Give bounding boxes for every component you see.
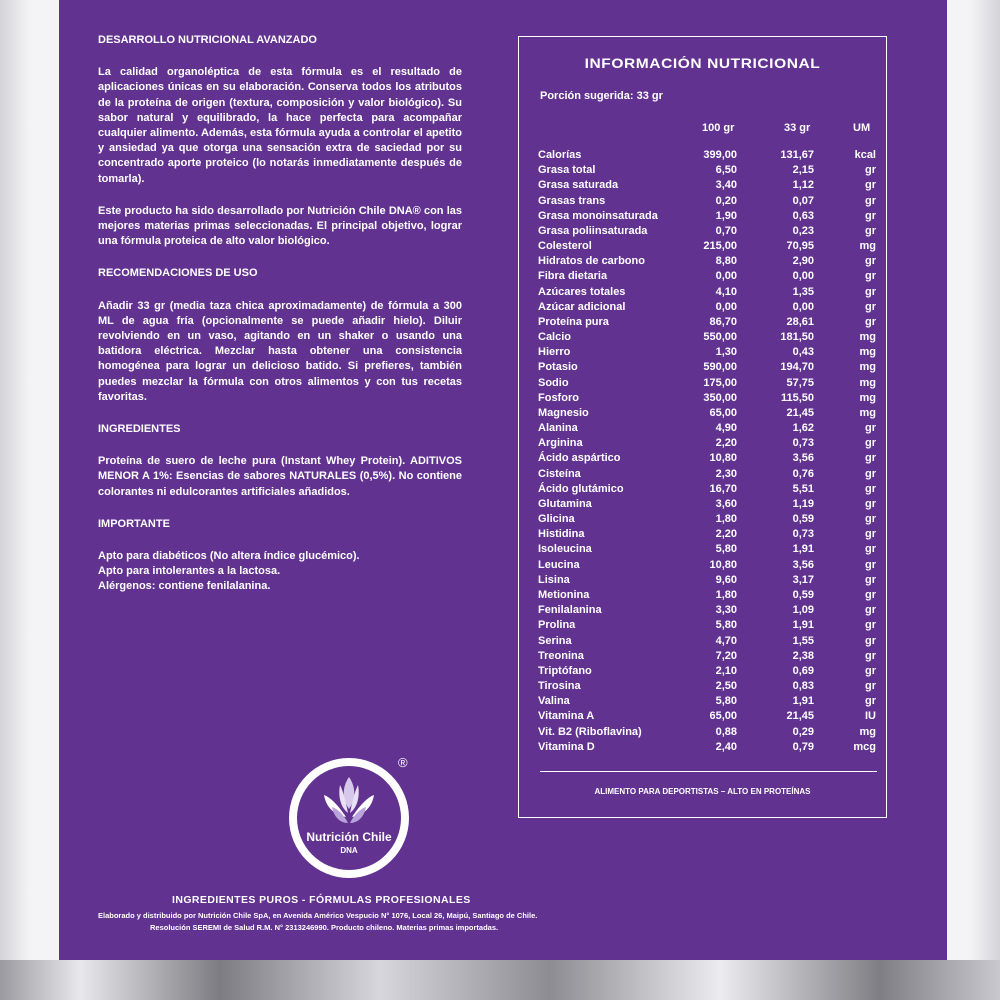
value-33g: 0,07 [792, 194, 814, 207]
table-row [538, 392, 880, 407]
brand-logo [286, 755, 412, 881]
nutrient-name: Fosforo [538, 391, 579, 404]
nutrient-name: Vitamina A [538, 710, 595, 723]
value-33g: 1,55 [792, 634, 814, 647]
table-divider [540, 771, 877, 772]
table-row [538, 543, 880, 558]
nutrient-name: Serina [538, 634, 572, 647]
ingredients-heading: INGREDIENTES [98, 423, 181, 436]
portion-size: Porción sugerida: 33 gr [540, 90, 663, 102]
unit: mg [859, 361, 876, 374]
nutrient-name: Grasa saturada [538, 179, 619, 192]
nutrient-name: Colesterol [538, 240, 592, 253]
unit: gr [865, 422, 876, 435]
brand-tagline: INGREDIENTES PUROS - FÓRMULAS PROFESIONALES [172, 895, 471, 906]
nutrient-name: Alanina [538, 422, 578, 435]
metallic-band [0, 960, 1000, 1000]
unit: gr [865, 513, 876, 526]
unit: gr [865, 588, 876, 601]
value-100g: 2,20 [715, 528, 737, 541]
value-100g: 4,90 [715, 422, 737, 435]
unit: mg [859, 725, 876, 738]
unit: gr [865, 255, 876, 268]
important-line-3: Alérgenos: contiene fenilalanina. [98, 580, 271, 593]
value-100g: 2,10 [715, 664, 737, 677]
nutrient-name: Fenilalanina [538, 604, 602, 617]
nutrition-table [518, 36, 887, 818]
value-33g: 0,69 [792, 664, 814, 677]
nutrient-name: Tirosina [538, 680, 581, 693]
nutrient-name: Arginina [538, 437, 583, 450]
table-row [538, 286, 880, 301]
table-row [538, 195, 880, 210]
nutrient-name: Vitamina D [538, 740, 595, 753]
unit: gr [865, 619, 876, 632]
table-row [538, 528, 880, 543]
nutrient-name: Azúcar adicional [538, 300, 626, 313]
brand-name: Nutrición Chile [306, 830, 392, 844]
header-unit: UM [853, 122, 871, 134]
unit: gr [865, 209, 876, 222]
credits-line-2: Resolución SEREMI de Salud R.M. N° 2313246990. Producto chileno. Materias primas importadas. [150, 923, 499, 932]
value-100g: 1,80 [715, 513, 737, 526]
value-100g: 1,30 [715, 346, 737, 359]
nutrient-name: Calorías [538, 149, 582, 161]
important-line-2: Apto para intolerantes a la lactosa. [98, 565, 281, 578]
nutrient-name: Grasa poliinsaturada [538, 224, 648, 237]
value-100g: 2,30 [715, 467, 737, 480]
unit: mg [859, 376, 876, 389]
table-footnote: ALIMENTO PARA DEPORTISTAS – ALTO EN PROTEÍNAS [594, 787, 811, 796]
unit: gr [865, 695, 876, 708]
value-100g: 65,00 [709, 406, 737, 419]
nutrient-name: Cisteína [538, 467, 581, 480]
value-33g: 57,75 [786, 376, 814, 389]
value-100g: 0,70 [715, 224, 737, 237]
table-row [538, 361, 880, 376]
value-100g: 86,70 [709, 315, 737, 328]
value-33g: 1,91 [792, 619, 814, 632]
unit: gr [865, 528, 876, 541]
table-row [538, 559, 880, 574]
unit: gr [865, 164, 876, 177]
nutrient-name: Hidratos de carbono [538, 255, 645, 268]
unit: gr [865, 558, 876, 571]
table-row [538, 741, 880, 756]
table-row [538, 574, 880, 589]
unit: gr [865, 497, 876, 510]
value-100g: 16,70 [709, 482, 737, 495]
unit: gr [865, 270, 876, 283]
nutrient-name: Histidina [538, 528, 585, 541]
value-33g: 21,45 [786, 406, 814, 419]
value-33g: 0,83 [792, 680, 814, 693]
value-100g: 590,00 [703, 361, 737, 374]
nutrient-name: Treonina [538, 649, 584, 662]
usage-heading: RECOMENDACIONES DE USO [98, 267, 258, 280]
nutrient-name: Fibra dietaria [538, 270, 608, 283]
value-33g: 1,35 [792, 285, 814, 298]
table-row [538, 210, 880, 225]
value-100g: 0,88 [715, 725, 737, 738]
unit: mg [859, 331, 876, 344]
value-33g: 3,17 [792, 573, 814, 586]
usage-text: Añadir 33 gr (media taza chica aproximadamente) de fórmula a 300 ML de agua fría (opcionalmente se puede añadir hielo). Diluir revolviendo en un vaso, agitando en un shaker o usando una batidora eléctrica. Mezclar hasta obtener una consistencia homogénea para lograr un delicioso batido. Si prefieres, también puedes mezclar la fórmula con otros alimentos y con tus recetas favoritas. [98, 299, 462, 403]
unit: gr [865, 649, 876, 662]
unit: gr [865, 194, 876, 207]
nutrient-name: Glutamina [538, 497, 592, 510]
nutrient-name: Hierro [538, 346, 571, 359]
value-100g: 5,80 [715, 695, 737, 708]
value-100g: 8,80 [715, 255, 737, 268]
value-100g: 3,60 [715, 497, 737, 510]
value-100g: 4,10 [715, 285, 737, 298]
table-row [538, 680, 880, 695]
important-heading: IMPORTANTE [98, 517, 170, 530]
value-100g: 3,30 [715, 604, 737, 617]
unit: gr [865, 224, 876, 237]
nutrient-name: Potasio [538, 361, 578, 374]
value-33g: 1,91 [792, 543, 814, 556]
value-33g: 1,12 [792, 179, 814, 192]
nutrient-name: Valina [538, 695, 570, 708]
nutrient-name: Glicina [538, 513, 575, 526]
table-row [538, 468, 880, 483]
nutrient-name: Metionina [538, 588, 590, 601]
nutrition-title: INFORMACIÓN NUTRICIONAL [584, 56, 821, 71]
unit: mg [859, 346, 876, 359]
nutrient-name: Grasa total [538, 164, 596, 177]
table-row [538, 331, 880, 346]
value-33g: 0,00 [792, 270, 814, 283]
important-line-1: Apto para diabéticos (No altera índice glucémico). [98, 550, 360, 563]
unit: gr [865, 680, 876, 693]
table-row [538, 407, 880, 422]
value-33g: 131,67 [780, 149, 814, 161]
value-33g: 70,95 [786, 240, 814, 253]
table-row [538, 604, 880, 619]
value-33g: 3,56 [792, 558, 814, 571]
table-row [538, 179, 880, 194]
unit: gr [865, 604, 876, 617]
unit: gr [865, 482, 876, 495]
value-100g: 5,80 [715, 619, 737, 632]
nutrient-name: Grasas trans [538, 194, 606, 207]
nutrient-name: Calcio [538, 331, 572, 344]
unit: kcal [854, 149, 876, 161]
value-100g: 0,00 [715, 300, 737, 313]
value-33g: 0,59 [792, 513, 814, 526]
value-33g: 181,50 [780, 331, 814, 344]
value-33g: 0,73 [792, 528, 814, 541]
table-row [538, 665, 880, 680]
value-33g: 28,61 [786, 315, 814, 328]
unit: IU [865, 710, 876, 723]
table-row [538, 726, 880, 741]
value-100g: 0,00 [715, 270, 737, 283]
value-33g: 0,59 [792, 588, 814, 601]
value-33g: 0,43 [792, 346, 814, 359]
value-100g: 2,50 [715, 680, 737, 693]
table-row [538, 619, 880, 634]
value-33g: 21,45 [786, 710, 814, 723]
nutrient-name: Ácido glutámico [538, 482, 624, 495]
value-33g: 0,76 [792, 467, 814, 480]
value-33g: 2,15 [792, 164, 814, 177]
value-33g: 2,38 [792, 649, 814, 662]
table-row [538, 346, 880, 361]
nutrient-name: Proteína pura [538, 315, 609, 328]
table-row [538, 650, 880, 665]
value-33g: 1,62 [792, 422, 814, 435]
unit: mg [859, 240, 876, 253]
left-column [98, 33, 462, 595]
value-33g: 3,56 [792, 452, 814, 465]
table-row [538, 695, 880, 710]
unit: gr [865, 285, 876, 298]
header-100g: 100 gr [702, 122, 735, 134]
unit: gr [865, 315, 876, 328]
table-row [538, 422, 880, 437]
brand-sub: DNA [340, 846, 358, 855]
value-100g: 6,50 [715, 164, 737, 177]
value-100g: 2,20 [715, 437, 737, 450]
table-row [538, 149, 880, 164]
value-100g: 10,80 [709, 452, 737, 465]
table-row [538, 270, 880, 285]
value-33g: 1,09 [792, 604, 814, 617]
credits-line-1: Elaborado y distribuido por Nutrición Chile SpA, en Avenida Américo Vespucio N° 1076, Local 26, Maipú, Santiago de Chile. [98, 911, 538, 920]
table-row [538, 437, 880, 452]
value-100g: 1,90 [715, 209, 737, 222]
unit: gr [865, 452, 876, 465]
nutrient-name: Vit. B2 (Riboflavina) [538, 725, 642, 738]
value-33g: 115,50 [780, 391, 814, 404]
unit: gr [865, 543, 876, 556]
nutrient-name: Prolina [538, 619, 576, 632]
nutrient-name: Magnesio [538, 406, 589, 419]
unit: gr [865, 467, 876, 480]
value-33g: 5,51 [792, 482, 814, 495]
value-33g: 1,91 [792, 695, 814, 708]
value-100g: 4,70 [715, 634, 737, 647]
description-paragraph-2: Este producto ha sido desarrollado por Nutrición Chile DNA® con las mejores materias primas seleccionadas. El principal objetivo, lograr una fórmula proteica de alto valor biológico. [98, 204, 462, 248]
nutrient-name: Lisina [538, 573, 570, 586]
nutrition-rows [538, 149, 880, 756]
value-100g: 550,00 [703, 331, 737, 344]
unit: gr [865, 179, 876, 192]
value-100g: 215,00 [703, 240, 737, 253]
value-100g: 3,40 [715, 179, 737, 192]
header-33g: 33 gr [784, 122, 811, 134]
unit: gr [865, 300, 876, 313]
value-100g: 175,00 [703, 376, 737, 389]
unit: gr [865, 573, 876, 586]
table-row [538, 452, 880, 467]
value-33g: 0,23 [792, 224, 814, 237]
unit: mcg [853, 740, 876, 753]
value-33g: 0,79 [792, 740, 814, 753]
unit: mg [859, 391, 876, 404]
table-row [538, 589, 880, 604]
table-row [538, 635, 880, 650]
table-row [538, 240, 880, 255]
value-33g: 2,90 [792, 255, 814, 268]
registered-mark: ® [398, 755, 408, 770]
value-33g: 0,29 [792, 725, 814, 738]
nutrient-name: Triptófano [538, 664, 592, 677]
value-33g: 0,73 [792, 437, 814, 450]
value-100g: 1,80 [715, 588, 737, 601]
value-100g: 399,00 [703, 149, 737, 161]
value-100g: 10,80 [709, 558, 737, 571]
table-row [538, 164, 880, 179]
nutrient-name: Ácido aspártico [538, 452, 621, 465]
value-100g: 65,00 [709, 710, 737, 723]
value-100g: 7,20 [715, 649, 737, 662]
nutrient-name: Leucina [538, 558, 580, 571]
value-100g: 2,40 [715, 740, 737, 753]
nutrient-name: Grasa monoinsaturada [538, 209, 658, 222]
table-row [538, 255, 880, 270]
value-100g: 5,80 [715, 543, 737, 556]
value-33g: 194,70 [780, 361, 814, 374]
table-row [538, 225, 880, 240]
ingredients-text: Proteína de suero de leche pura (Instant Whey Protein). ADITIVOS MENOR A 1%: Esencias de sabores NATURALES (0,5%). No contiene colorantes ni edulcorantes artificiales añadidos. [98, 455, 462, 498]
unit: gr [865, 664, 876, 677]
unit: gr [865, 634, 876, 647]
nutrient-name: Sodio [538, 376, 569, 389]
table-row [538, 316, 880, 331]
description-heading: DESARROLLO NUTRICIONAL AVANZADO [98, 34, 317, 46]
value-100g: 350,00 [703, 391, 737, 404]
table-row [538, 483, 880, 498]
value-33g: 0,00 [792, 300, 814, 313]
table-row [538, 301, 880, 316]
value-100g: 9,60 [715, 573, 737, 586]
table-row [538, 513, 880, 528]
description-paragraph-1: La calidad organoléptica de esta fórmula es el resultado de aplicaciones únicas en su elaboración. Conserva todos los atributos de la proteína de origen (textura, composición y valor biológico). Su sabor natural y equilibrado, la hace perfecta para acompañar cualquier alimento. Además, esta fórmula ayuda a controlar el apetito y ansiedad ya que otorga una sensación extra de saciedad por su concentrado aporte proteico (lo notarás inmediatamente después de tomarla). [98, 66, 462, 185]
value-33g: 1,19 [792, 497, 814, 510]
unit: mg [859, 406, 876, 419]
value-33g: 0,63 [792, 209, 814, 222]
value-100g: 0,20 [715, 194, 737, 207]
nutrient-name: Isoleucina [538, 543, 592, 556]
nutrient-name: Azúcares totales [538, 285, 626, 298]
table-row [538, 710, 880, 725]
unit: gr [865, 437, 876, 450]
table-row [538, 498, 880, 513]
table-row [538, 377, 880, 392]
